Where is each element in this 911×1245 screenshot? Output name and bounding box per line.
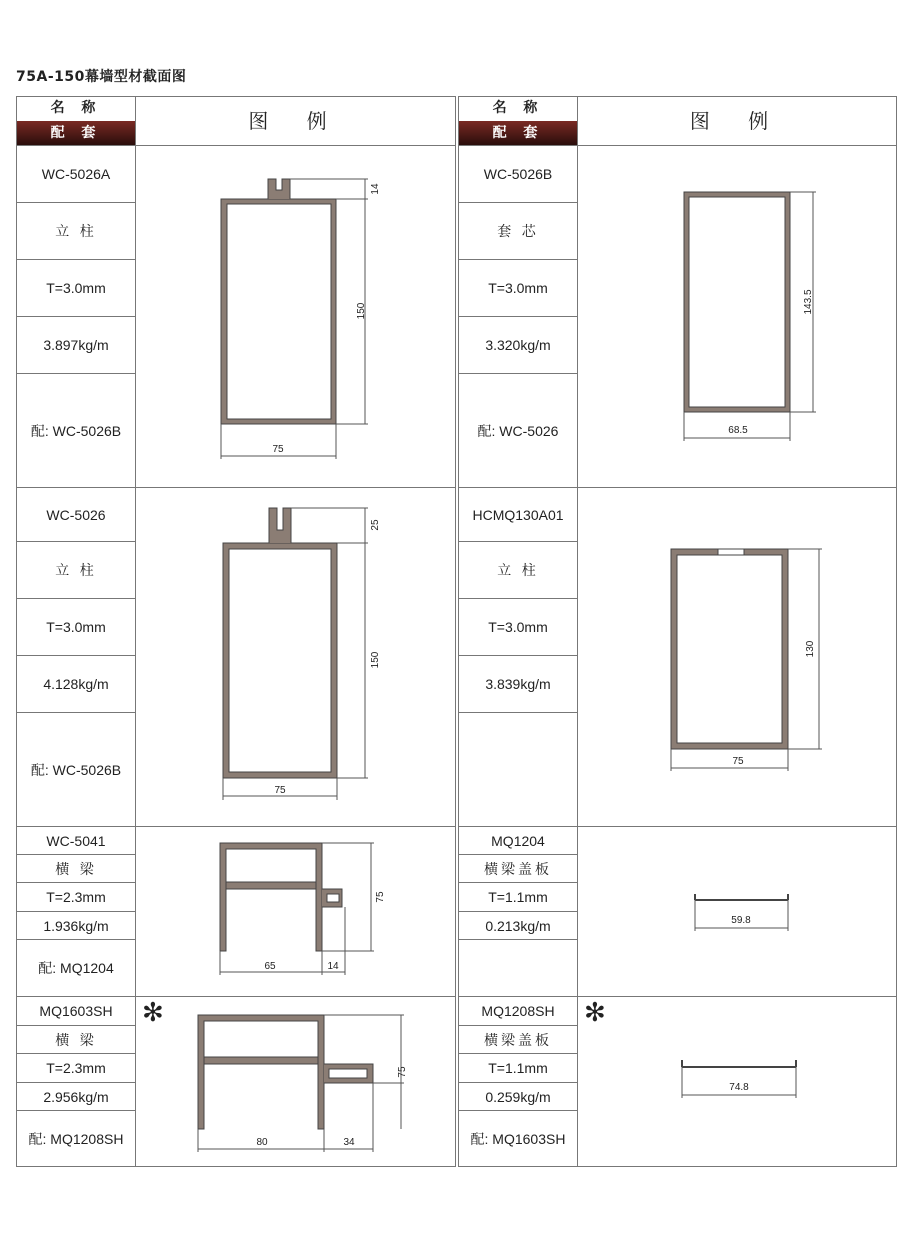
- dim-side-label: 14: [327, 961, 339, 972]
- dim-height-label: 150: [370, 651, 381, 669]
- product-match: 配: MQ1208SH: [28, 1130, 124, 1147]
- dim-width-label: 80: [256, 1137, 268, 1148]
- dim-width-label: 65: [264, 961, 276, 972]
- profile-diagram-wc-5041: [136, 827, 456, 996]
- header-diagram-label: 图 例: [135, 97, 455, 145]
- page-title: 75A-150幕墙型材截面图: [16, 69, 187, 85]
- product-match: [459, 940, 577, 996]
- header-pei-label: 配 套: [459, 121, 577, 145]
- right-spec-table: [458, 96, 897, 1167]
- profile-diagram-wc-5026b: [578, 146, 897, 487]
- dim-width-label: 75: [274, 785, 286, 796]
- product-thickness: T=3.0mm: [46, 619, 106, 635]
- product-weight: 0.213kg/m: [485, 917, 551, 934]
- product-type: 套 芯: [497, 224, 539, 240]
- dim-width-label: 75: [732, 756, 744, 767]
- star-mark: ✻: [142, 998, 164, 1028]
- product-type: 立 柱: [497, 563, 539, 579]
- dim-height-label: 130: [805, 640, 816, 658]
- dim-width-label: 68.5: [728, 425, 748, 436]
- left-spec-table: [16, 96, 456, 1167]
- header-pei-label: 配 套: [17, 121, 135, 145]
- product-thickness: T=3.0mm: [488, 280, 548, 296]
- dim-width-label: 75: [272, 444, 284, 455]
- profile-diagram-mq1603sh: [136, 997, 456, 1166]
- product-code: MQ1208SH: [481, 1003, 555, 1019]
- dim-top-label: 25: [370, 519, 381, 531]
- header-diagram-label: 图 例: [577, 97, 896, 145]
- header-name-label: 名 称: [459, 97, 577, 121]
- product-code: WC-5026: [46, 506, 106, 523]
- dim-top-label: 14: [370, 183, 381, 195]
- product-type: 横梁盖板: [484, 1032, 552, 1049]
- profile-diagram-wc-5026a: [136, 146, 456, 487]
- dim-height-label: 75: [375, 891, 386, 903]
- product-weight: 3.839kg/m: [485, 676, 551, 692]
- product-match: 配: WC-5026B: [30, 422, 122, 439]
- dim-width-label: 74.8: [729, 1082, 749, 1093]
- product-type: 横 梁: [55, 861, 97, 878]
- product-code: WC-5026B: [483, 166, 553, 182]
- profile-diagram-mq1208sh: [578, 997, 897, 1166]
- product-match: 配: MQ1603SH: [470, 1130, 566, 1147]
- product-match: [459, 713, 577, 826]
- product-code: WC-5041: [46, 832, 106, 849]
- product-type: 立 柱: [55, 224, 97, 240]
- dim-side-label: 34: [343, 1137, 355, 1148]
- product-code: WC-5026A: [41, 166, 111, 182]
- profile-diagram-wc-5026: [136, 488, 456, 826]
- product-thickness: T=2.3mm: [46, 1060, 106, 1076]
- dim-height-label: 143.5: [803, 289, 814, 315]
- product-weight: 3.897kg/m: [43, 337, 109, 353]
- product-match: 配: WC-5026B: [30, 761, 122, 778]
- product-weight: 2.956kg/m: [43, 1088, 109, 1105]
- dim-height-label: 150: [356, 302, 367, 320]
- product-type: 横梁盖板: [484, 861, 552, 878]
- product-code: MQ1603SH: [39, 1003, 113, 1019]
- header-name-label: 名 称: [17, 97, 135, 121]
- product-code: HCMQ130A01: [472, 506, 564, 523]
- product-weight: 1.936kg/m: [43, 917, 109, 934]
- product-match: 配: MQ1204: [38, 960, 114, 976]
- product-thickness: T=1.1mm: [488, 1060, 548, 1076]
- profile-diagram-hcmq130a01: [578, 488, 897, 826]
- product-weight: 4.128kg/m: [43, 676, 109, 692]
- product-thickness: T=2.3mm: [46, 889, 106, 905]
- product-type: 横 梁: [55, 1032, 97, 1049]
- dim-height-label: 75: [397, 1066, 408, 1078]
- profile-diagram-mq1204: [578, 827, 897, 996]
- product-weight: 0.259kg/m: [485, 1088, 551, 1105]
- product-code: MQ1204: [491, 832, 545, 849]
- product-match: 配: WC-5026: [477, 422, 559, 439]
- product-type: 立 柱: [55, 563, 97, 579]
- product-thickness: T=3.0mm: [488, 619, 548, 635]
- star-mark: ✻: [584, 998, 606, 1028]
- product-thickness: T=1.1mm: [488, 889, 548, 905]
- product-weight: 3.320kg/m: [485, 337, 551, 353]
- dim-width-label: 59.8: [731, 915, 751, 926]
- product-thickness: T=3.0mm: [46, 280, 106, 296]
